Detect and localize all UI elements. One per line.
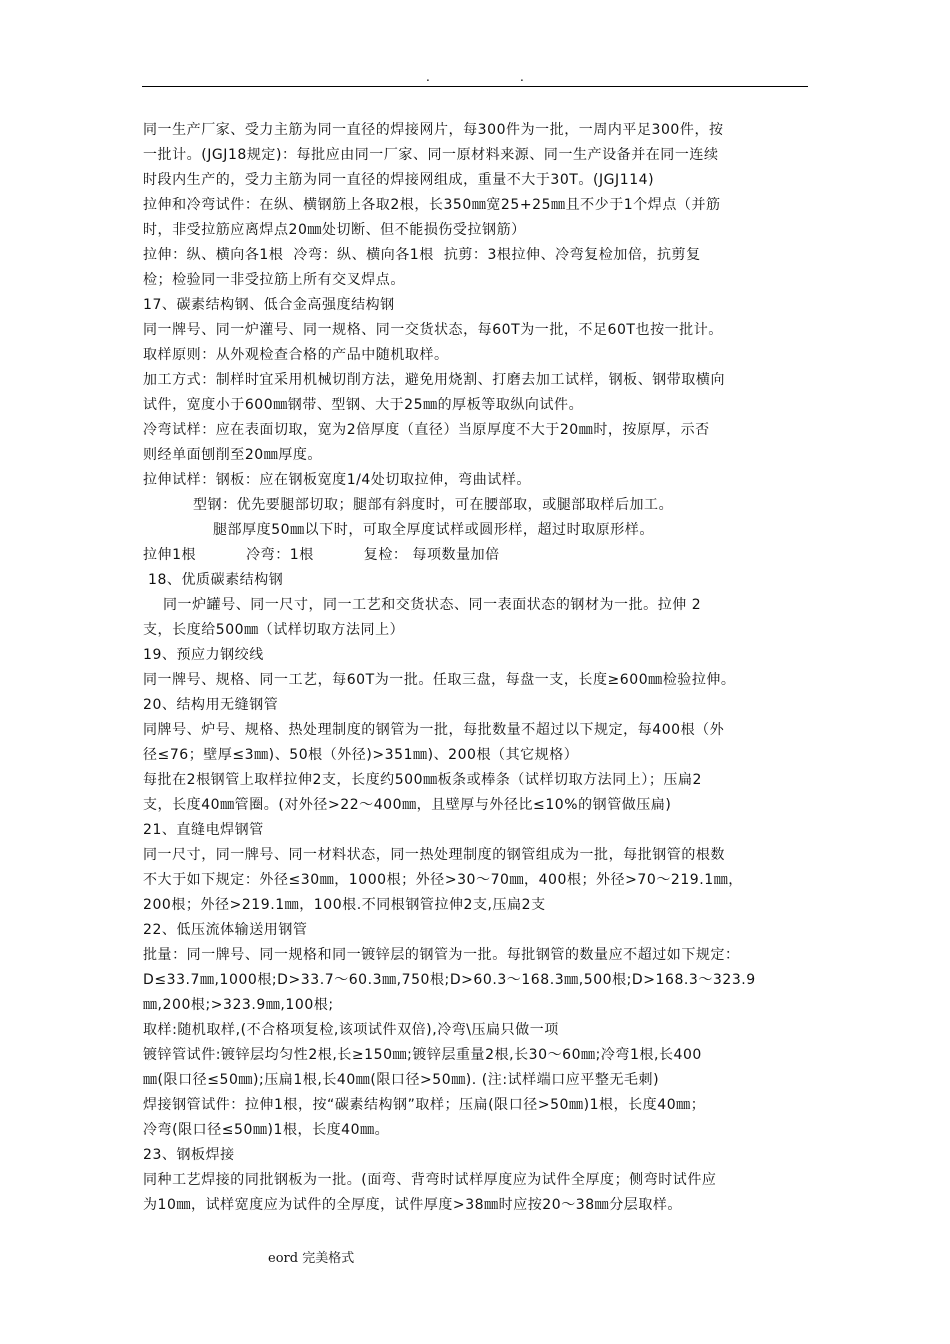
text-line: 不大于如下规定：外径≤30㎜，1000根；外径>30～70㎜，400根；外径>70～219.1㎜， [143,872,743,888]
text-line: 21、直缝电焊钢管 [143,822,264,838]
text-line: 同种工艺焊接的同批钢板为一批。(面弯、背弯时试样厚度应为试件全厚度；侧弯时试件应 [143,1172,717,1188]
text-line: 22、低压流体输送用钢管 [143,922,308,938]
text-line: 同一尺寸，同一牌号、同一材料状态，同一热处理制度的钢管组成为一批，每批钢管的根数 [143,847,725,863]
text-line: 加工方式：制样时宜采用机械切削方法，避免用烧割、打磨去加工试样，钢板、钢带取横向 [143,372,725,388]
header-rule [142,86,808,87]
text-line: D≤33.7㎜,1000根;D>33.7～60.3㎜,750根;D>60.3～168.3㎜,500根;D>168.3～323.9 [143,972,756,988]
text-line: 检；检验同一非受拉筋上所有交叉焊点。 [143,272,405,288]
header-dot-right: . [520,70,524,84]
text-line: 一批计。(JGJ18规定)：每批应由同一厂家、同一原材料来源、同一生产设备并在同一连续 [143,147,719,163]
text-line: 同一生产厂家、受力主筋为同一直径的焊接网片，每300件为一批，一周内平足300件，按 [143,122,724,138]
text-line: 拉伸：纵、横向各1根 冷弯：纵、横向各1根 抗剪：3根拉伸、冷弯复检加倍，抗剪复 [143,247,701,263]
text-line: 23、钢板焊接 [143,1147,235,1163]
text-line: 时，非受拉筋应离焊点20㎜处切断、但不能损伤受拉钢筋） [143,222,526,238]
text-line: ㎜,200根;>323.9㎜,100根; [143,997,334,1013]
text-line: 批量：同一牌号、同一规格和同一镀锌层的钢管为一批。每批钢管的数量应不超过如下规定： [143,947,740,963]
text-line: 同牌号、炉号、规格、热处理制度的钢管为一批，每批数量不超过以下规定，每400根（外 [143,722,725,738]
text-line: 拉伸和冷弯试件：在纵、横钢筋上各取2根，长350㎜宽25+25㎜且不少于1个焊点（并筋 [143,197,721,213]
text-line: 支，长度给500㎜（试样切取方法同上） [143,622,405,638]
text-line: 取样:随机取样,(不合格项复检,该项试件双倍),冷弯\压扁只做一项 [143,1022,559,1038]
text-line: 18、优质碳素结构钢 [143,572,284,588]
text-line: 时段内生产的，受力主筋为同一直径的焊接网组成，重量不大于30T。(JGJ114) [143,172,655,188]
header-dot-left: . [426,70,430,84]
text-line: 腿部厚度50㎜以下时，可取全厚度试样或圆形样，超过时取原形样。 [143,522,654,538]
text-line: 冷弯试样：应在表面切取，宽为2倍厚度（直径）当原厚度不大于20㎜时，按原厚，示否 [143,422,710,438]
text-line: 同一牌号、规格、同一工艺，每60T为一批。任取三盘，每盘一支，长度≥600㎜检验拉伸。 [143,672,736,688]
text-line: 支，长度40㎜管圈。(对外径>22～400㎜，且壁厚与外径比≤10%的钢管做压扁) [143,797,672,813]
text-line: 19、预应力钢绞线 [143,647,264,663]
text-line: 17、碳素结构钢、低合金高强度结构钢 [143,297,395,313]
text-line: 拉伸1根 冷弯：1根 复检： 每项数量加倍 [143,547,500,563]
text-line: 型钢：优先要腿部切取；腿部有斜度时，可在腰部取，或腿部取样后加工。 [143,497,674,513]
text-line: 冷弯(限口径≤50㎜)1根，长度40㎜。 [143,1122,390,1138]
text-line: 同一炉罐号、同一尺寸，同一工艺和交货状态、同一表面状态的钢材为一批。拉伸 2 [143,597,702,613]
text-line: ㎜(限口径≤50㎜);压扁1根,长40㎜(限口径>50㎜). (注:试样端口应平整无毛刺) [143,1072,660,1088]
text-line: 取样原则：从外观检查合格的产品中随机取样。 [143,347,449,363]
text-line: 试件，宽度小于600㎜钢带、型钢、大于25㎜的厚板等取纵向试件。 [143,397,584,413]
text-line: 拉伸试样：钢板：应在钢板宽度1/4处切取拉伸，弯曲试样。 [143,472,531,488]
text-line: 200根；外径>219.1㎜，100根.不同根钢管拉伸2支,压扁2支 [143,897,546,913]
text-line: 则经单面刨削至20㎜厚度。 [143,447,322,463]
text-line: 焊接钢管试件：拉伸1根，按“碳素结构钢”取样；压扁(限口径>50㎜)1根，长度40㎜； [143,1097,706,1113]
text-line: 同一牌号、同一炉灌号、同一规格、同一交货状态，每60T为一批，不足60T也按一批计。 [143,322,723,338]
footer-text: eord 完美格式 [268,1251,355,1266]
text-line: 20、结构用无缝钢管 [143,697,279,713]
text-line: 每批在2根钢管上取样拉伸2支，长度约500㎜板条或棒条（试样切取方法同上）；压扁2 [143,772,702,788]
text-line: 径≤76；壁厚≤3㎜)、50根（外径)>351㎜)、200根（其它规格） [143,747,579,763]
text-line: 镀锌管试件:镀锌层均匀性2根,长≥150㎜;镀锌层重量2根,长30～60㎜;冷弯1根,长400 [143,1047,702,1063]
document-body [143,118,811,1218]
text-line: 为10㎜，试样宽度应为试件的全厚度，试件厚度>38㎜时应按20～38㎜分层取样。 [143,1197,682,1213]
